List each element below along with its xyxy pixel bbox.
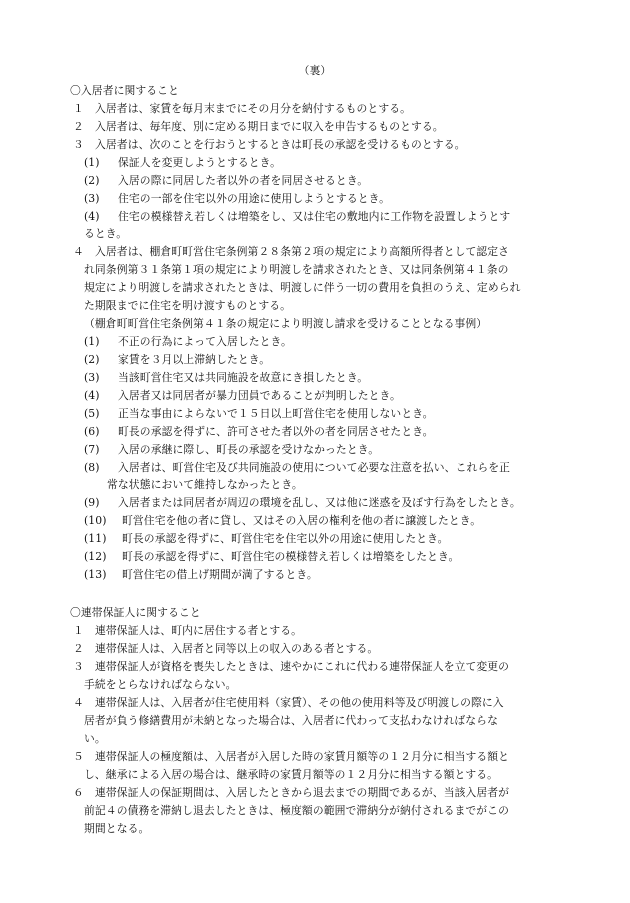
eviction-case-11-num: (11) [84,532,107,545]
resident-rule-1-text: 入居者は、家賃を毎月末までにその月分を納付するものとする。 [95,102,412,115]
guarantor-rule-3-line-2: 手続をとらなければならない。 [84,678,237,691]
eviction-case-4-num: (4) [84,389,100,402]
resident-rule-1-num: １ [73,102,84,115]
eviction-case-8-cont: 常な状態において維持しなかったとき。 [107,478,303,491]
eviction-case-8-text: 入居者は、町営住宅及び共同施設の使用について必要な注意を払い、これらを正 [118,461,511,474]
resident-rule-2-text: 入居者は、毎年度、別に定める期日までに収入を申告するものとする。 [95,120,444,133]
approval-item-1-text: 保証人を変更しようとするとき。 [118,156,282,169]
eviction-case-1-text: 不正の行為によって入居したとき。 [118,335,292,348]
approval-item-4-text: 住宅の模様替え若しくは増築をし、又は住宅の敷地内に工作物を設置しようとす [118,210,511,223]
eviction-case-1-num: (1) [84,335,100,348]
guarantor-rule-4-line-2: 居者が負う修繕費用が未納となった場合は、入居者に代わって支払わなければならな [84,714,498,727]
eviction-case-6-text: 町長の承認を得ずに、許可させた者以外の者を同居させたとき。 [118,425,434,438]
guarantor-rule-1-line-1: 連帯保証人は、町内に居住する者とする。 [95,624,303,637]
approval-item-4-cont: るとき。 [84,227,128,240]
approval-item-4-num: (4) [84,210,100,223]
guarantor-rule-6-line-3: 期間となる。 [84,822,150,835]
eviction-case-9-num: (9) [84,496,100,509]
guarantor-rule-6-line-2: 前記４の債務を滞納し退去したときは、極度額の範囲で滞納分が納付されるまでがこの [84,804,509,817]
guarantor-rule-4-line-3: い。 [84,732,106,745]
eviction-case-10-text: 町営住宅を他の者に貸し、又はその入居の権利を他の者に譲渡したとき。 [122,514,482,527]
resident-rule-2-num: ２ [73,120,84,133]
eviction-case-9-text: 入居者または同居者が周辺の環境を乱し、又は他に迷惑を及ぼす行為をしたとき。 [118,496,521,509]
approval-item-3-text: 住宅の一部を住宅以外の用途に使用しようとするとき。 [118,192,390,205]
guarantor-rule-2-num: ２ [73,642,84,655]
eviction-case-5-text: 正当な事由によらないで１５日以上町営住宅を使用しないとき。 [118,407,434,420]
page-side-label: （裏） [298,64,332,77]
eviction-case-8-num: (8) [84,461,100,474]
eviction-case-12-text: 町長の承認を得ずに、町営住宅の模様替え若しくは増築をしたとき。 [122,550,460,563]
resident-rule-4-line-3: 規定により明渡しを請求されたときは、明渡しに伴う一切の費用を負担のうえ、定められ [84,281,521,294]
eviction-case-13-num: (13) [84,568,107,581]
resident-rule-4-line-4: た期限までに住宅を明け渡すものとする。 [84,299,292,312]
guarantor-rule-6-line-1: 連帯保証人の保証期間は、入居したときから退去までの期間であるが、当該入居者が [95,786,510,799]
guarantor-rule-1-num: １ [73,624,84,637]
approval-item-3-num: (3) [84,192,100,205]
approval-item-2-text: 入居の際に同居した者以外の者を同居させるとき。 [118,174,369,187]
resident-rule-4-line-2: れ同条例第３１条第１項の規定により明渡しを請求されたとき、又は同条例第４１条の [84,263,509,276]
resident-section-heading: 〇入居者に関すること [70,84,179,97]
eviction-case-10-num: (10) [84,514,107,527]
eviction-case-7-num: (7) [84,443,100,456]
guarantor-section-heading: 〇連帯保証人に関すること [70,606,201,619]
eviction-case-7-text: 入居の承継に際し、町長の承認を受けなかったとき。 [118,443,380,456]
guarantor-rule-6-num: ６ [73,786,84,799]
eviction-note: （棚倉町町営住宅条例第４１条の規定により明渡し請求を受けることとなる事例） [84,317,488,330]
resident-rule-3-text: 入居者は、次のことを行おうとするときは町長の承認を受けるものとする。 [95,138,466,151]
resident-rule-4-line-1: 入居者は、棚倉町町営住宅条例第２８条第２項の規定により高額所得者として認定さ [95,245,510,258]
guarantor-rule-4-num: ４ [73,696,84,709]
guarantor-rule-2-line-1: 連帯保証人は、入居者と同等以上の収入のある者とする。 [95,642,379,655]
guarantor-rule-3-line-1: 連帯保証人が資格を喪失したときは、速やかにこれに代わる連帯保証人を立て変更の [95,660,510,673]
guarantor-rule-3-num: ３ [73,660,84,673]
eviction-case-5-num: (5) [84,407,100,420]
eviction-case-2-text: 家賃を３月以上滞納したとき。 [118,353,271,366]
eviction-case-6-num: (6) [84,425,100,438]
approval-item-1-num: (1) [84,156,100,169]
eviction-case-11-text: 町長の承認を得ずに、町営住宅を住宅以外の用途に使用したとき。 [122,532,449,545]
eviction-case-4-text: 入居者又は同居者が暴力団員であることが判明したとき。 [118,389,401,402]
resident-rule-4-num: ４ [73,245,84,258]
resident-rule-3-num: ３ [73,138,84,151]
approval-item-2-num: (2) [84,174,100,187]
guarantor-rule-5-line-1: 連帯保証人の極度額は、入居者が入居した時の家賃月額等の１２月分に相当する額と [95,750,510,763]
eviction-case-13-text: 町営住宅の借上げ期間が満了するとき。 [122,568,318,581]
eviction-case-3-text: 当該町営住宅又は共同施設を故意にき損したとき。 [118,371,369,384]
guarantor-rule-5-line-2: し、継承による入居の場合は、継承時の家賃月額等の１２月分に相当する額とする。 [84,768,499,781]
eviction-case-12-num: (12) [84,550,107,563]
eviction-case-3-num: (3) [84,371,100,384]
eviction-case-2-num: (2) [84,353,100,366]
guarantor-rule-5-num: ５ [73,750,84,763]
guarantor-rule-4-line-1: 連帯保証人は、入居者が住宅使用料（家賃）、その他の使用料等及び明渡しの際に入 [95,696,504,709]
